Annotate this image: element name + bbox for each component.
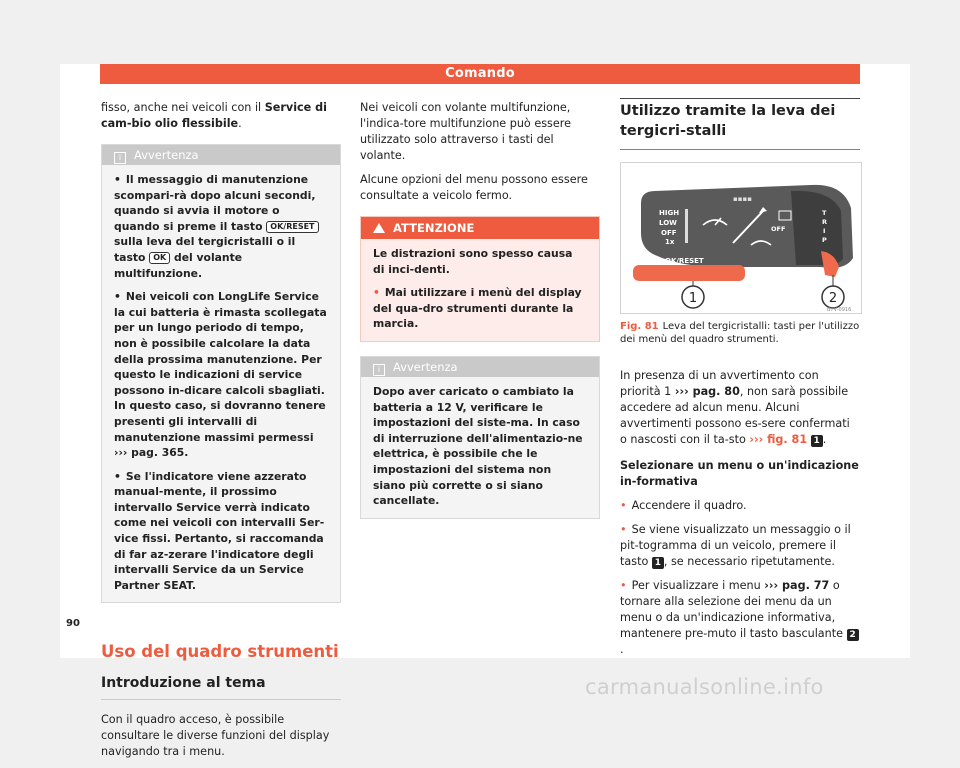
page-ref-link[interactable]: ››› pag. 365 [114, 446, 185, 460]
svg-text:LOW: LOW [659, 219, 677, 227]
note-header: i Avvertenza [102, 145, 340, 165]
body-paragraph: Con il quadro acceso, è possibile consultare le diverse funzioni del display navigando tra i menu. [101, 713, 330, 759]
svg-text:T: T [822, 209, 827, 217]
svg-text:1: 1 [688, 291, 698, 306]
step-bullet-2: • Se viene visualizzato un messaggio o il pit-togramma di un veicolo, premere il tasto 1 , se necessario ripetutamente. [620, 522, 860, 570]
svg-text:OFF: OFF [771, 225, 786, 233]
page-ref-link[interactable]: ››› pag. 80 [674, 385, 740, 398]
paragraph-2: Alcune opzioni del menu possono essere consultate a veicolo fermo. [360, 173, 588, 202]
page-ref-link[interactable]: ››› pag. 77 [764, 579, 830, 592]
header-title: Comando [445, 66, 515, 81]
warning-body [361, 239, 599, 341]
note-body [102, 165, 340, 602]
figure-wiper-lever [620, 162, 862, 314]
svg-text:HIGH: HIGH [659, 209, 680, 217]
warning-bullet: • Mai utilizzare i menù del display del qua-dro strumenti durante la marcia. [373, 285, 587, 332]
note-box-1 [101, 144, 341, 603]
watermark: carmanualsonline.info [585, 675, 824, 699]
step-bullet-1: • Accendere il quadro. [620, 498, 860, 514]
step-bullet-3: • Per visualizzare i menu ››› pag. 77 o tornare alla selezione dei menu da un menu o da un'indicazione informativa, mantenere pre-muto il tasto basculante 2. [620, 578, 860, 658]
svg-text:R: R [822, 218, 828, 226]
paragraph-1: In presenza di un avvertimento con priorità 1 ››› pag. 80, non sarà possibile accedere ad alcun menu. Alcuni avvertimenti possono es-sere confermati o nascosti con il ta-sto ››› fig. 81 1 . [620, 369, 850, 446]
svg-text:OFF: OFF [661, 229, 677, 237]
callout-2-badge: 2 [847, 629, 859, 641]
svg-text:1x: 1x [665, 238, 675, 246]
figure-caption: Fig. 81 Leva del tergicristalli: tasti per l'utilizzo dei menù del quadro strumenti. [620, 321, 860, 345]
note-header: i Avvertenza [361, 357, 599, 377]
info-icon: i [114, 152, 126, 164]
warning-text: Le distrazioni sono spesso causa di inci-denti. [373, 247, 573, 276]
svg-text:OK/RESET: OK/RESET [665, 257, 704, 265]
figure-ref-link[interactable]: ››› fig. 81 [749, 433, 808, 446]
warning-triangle-icon [373, 223, 385, 233]
note-bullet-1: • Il messaggio di manutenzione scompari-rà dopo alcuni secondi, quando si avvia il motore o quando si preme il tasto OK/RESET sulla leva del tergicristalli o il tasto OK del volante multifunzione. [114, 172, 328, 281]
note-bullet-3: • Se l'indicatore viene azzerato manual-mente, il prossimo intervallo Service verrà indicato come nei veicoli con intervalli Ser-vice fissi. Pertanto, si raccomanda di far az-zerare l'indicatore degli intervalli Service da un Service Partner SEAT. [114, 469, 328, 594]
subsection-title: Introduzione al tema [101, 675, 341, 700]
ok-reset-key-icon: OK/RESET [266, 221, 318, 233]
page-header [100, 64, 860, 84]
wiper-lever-illustration [621, 163, 861, 313]
column-1 [101, 100, 341, 768]
intro-paragraph: fisso, anche nei veicoli con il Service di cam-bio olio flessibile. [101, 101, 327, 130]
subheading: Selezionare un menu o un'indicazione in-formativa [620, 459, 859, 488]
svg-text:I: I [823, 227, 826, 235]
paragraph-1: Nei veicoli con volante multifunzione, l'indica-tore multifunzione può essere utilizzato solo attraverso i tasti del volante. [360, 101, 571, 162]
section-title: Uso del quadro strumenti [101, 642, 339, 662]
svg-text:2: 2 [828, 291, 838, 306]
callout-1-badge: 1 [652, 557, 664, 569]
info-icon: i [373, 364, 385, 376]
note-box-2 [360, 356, 600, 519]
svg-text:▪▪▪▪: ▪▪▪▪ [733, 195, 752, 203]
callout-1-badge: 1 [811, 435, 823, 447]
svg-text:P: P [822, 236, 827, 244]
page-number: 90 [66, 618, 80, 629]
note-bullet-2: • Nei veicoli con LongLife Service la cui batteria è rimasta scollegata per un lungo periodo di tempo, non è possibile calcolare la data della prossima manutenzione. Per questo le indicazioni di service possono in-dicare calcoli sbagliati. In questo caso, si dovranno tenere presenti gli intervalli di manutenzione massimi permessi ››› pag. 365. [114, 289, 328, 461]
column-title: Utilizzo tramite la leva dei tergicri-stalli [620, 98, 860, 150]
note-body [361, 377, 599, 518]
warning-box [360, 216, 600, 342]
svg-text:B7V-0916: B7V-0916 [827, 307, 852, 313]
column-2 [360, 100, 600, 519]
warning-header: ATTENZIONE [361, 217, 599, 239]
ok-key-icon: OK [149, 252, 170, 264]
column-3 [620, 100, 860, 666]
note-text: Dopo aver caricato o cambiato la batteria a 12 V, verificare le impostazioni del siste-ma. In caso di interruzione dell'alimentazio-ne elettrica, è possibile che le impostazioni del sistema non siano più corrette o si siano cancellate. [373, 384, 583, 508]
